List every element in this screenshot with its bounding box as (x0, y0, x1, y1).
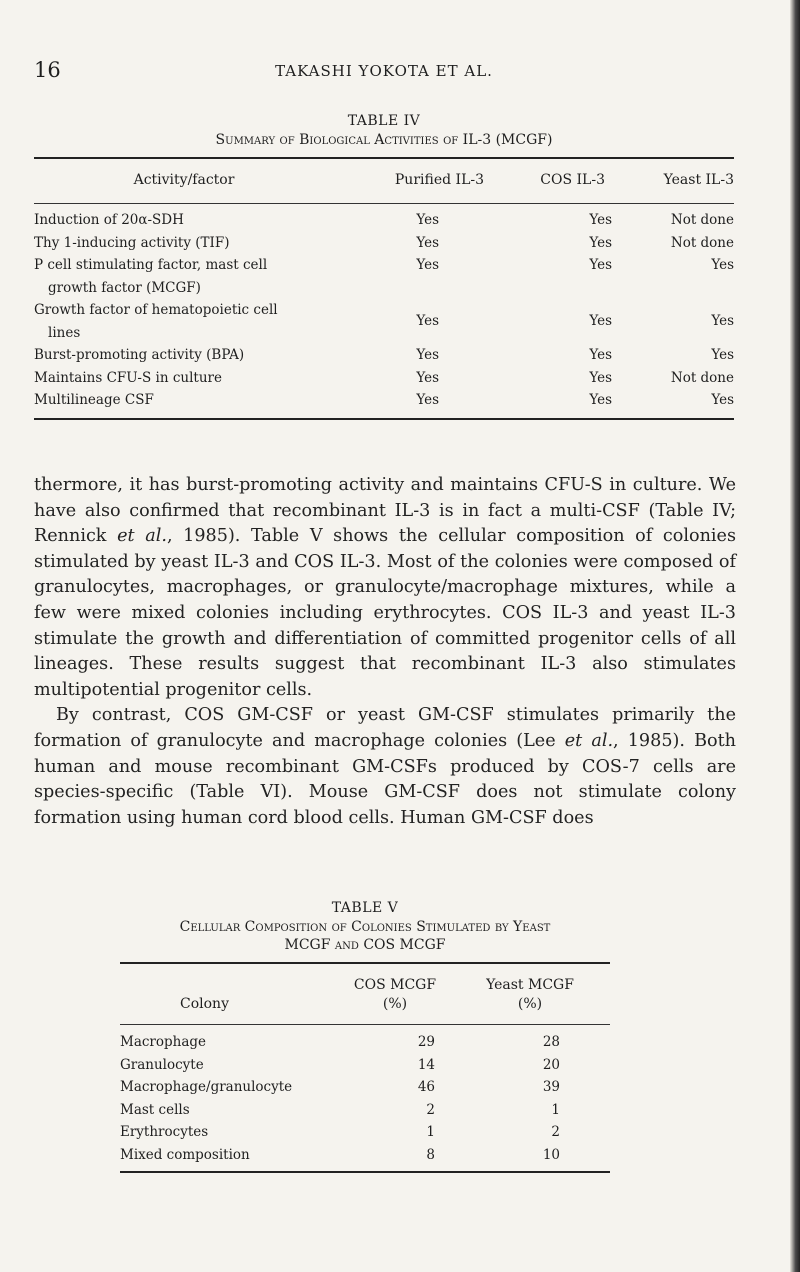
et-al-italic: et al. (117, 526, 167, 547)
spacer-cell (560, 1054, 610, 1077)
table-row (34, 367, 734, 390)
activity-cell (34, 254, 364, 299)
table-iv-top-rule (34, 157, 734, 159)
spacer-cell (560, 1144, 610, 1167)
cos-percent-cell: 14 (417, 1056, 435, 1073)
colony-cell: Macrophage/granulocyte (120, 1079, 293, 1095)
col-header-cos-mcgf: COS MCGF (353, 977, 437, 993)
col-header-purified: Purified IL-3 (394, 172, 484, 188)
table-v-header-rule (120, 1024, 610, 1025)
col-header-cos: COS IL-3 (540, 172, 605, 188)
cos-percent-cell: 1 (426, 1124, 435, 1140)
purified-cell: Yes (416, 257, 439, 273)
table-iv-header-rule (34, 203, 734, 204)
table-row (120, 1031, 610, 1054)
cos-cell: Yes (589, 212, 612, 228)
table-row (120, 1099, 610, 1122)
table-row (120, 1121, 610, 1144)
table-v (120, 900, 610, 1173)
yeast-percent-cell: 10 (542, 1146, 560, 1163)
table-iv-grid (34, 171, 734, 190)
yeast-cell: Not done (670, 369, 734, 386)
colony-cell: Erythrocytes (120, 1124, 209, 1140)
body-text-span: , 1985). Both human and mouse recombinant GM-CSFs produced by COS-7 cells are species-specific (Table VI). Mouse GM-CSF does not stimulate colony formation using human cord blood cells. Human GM-CSF does (34, 730, 736, 828)
activity-text: P cell stimulating factor, mast cell (34, 257, 268, 273)
yeast-cell: Yes (711, 257, 734, 273)
table-row (34, 254, 734, 299)
body-paragraph (34, 473, 736, 703)
colony-cell: Mixed composition (120, 1146, 250, 1163)
cos-percent-cell: 2 (426, 1101, 435, 1118)
table-iv-bottom-rule (34, 418, 734, 420)
page-edge-shadow (790, 0, 800, 1272)
body-text-span: thermore, it has burst-promoting activity and maintains CFU-S in culture. We have also confirmed that recombinant IL-3 is in fact a multi-CSF (Table IV; Rennick (34, 475, 736, 547)
table-row (34, 209, 734, 232)
yeast-cell: Yes (711, 313, 734, 330)
col-header-cos-unit: (%) (382, 996, 408, 1012)
spacer-cell (560, 1031, 610, 1054)
yeast-percent-cell: 20 (542, 1056, 560, 1073)
running-head (34, 58, 734, 88)
body-paragraph (34, 703, 736, 831)
table-row (120, 1144, 610, 1167)
cos-percent-cell: 46 (417, 1079, 435, 1095)
cos-percent-cell: 29 (417, 1034, 435, 1050)
purified-cell: Yes (416, 212, 439, 228)
cos-percent-cell: 8 (426, 1146, 435, 1163)
table-v-title-line1: Cellular Composition of Colonies Stimulated by Yeast (179, 919, 551, 935)
yeast-cell: Yes (711, 347, 734, 363)
purified-cell: Yes (416, 369, 439, 386)
activity-cell: Burst-promoting activity (BPA) (34, 347, 245, 363)
activity-cell: Maintains CFU-S in culture (34, 369, 222, 386)
table-iv (34, 113, 734, 420)
table-iv-label: TABLE IV (347, 113, 421, 129)
activity-text-continued: growth factor (MCGF) (48, 279, 201, 296)
table-v-label: TABLE V (331, 900, 399, 916)
body-text (34, 473, 736, 831)
spacer-cell (560, 1076, 610, 1099)
table-row (34, 299, 734, 344)
colony-cell: Macrophage (120, 1034, 207, 1050)
table-iv-title: Summary of Biological Activities of IL-3 (MCGF) (215, 132, 553, 148)
col-header-yeast: Yeast IL-3 (663, 172, 734, 188)
table-v-bottom-rule (120, 1171, 610, 1173)
activity-cell (34, 299, 364, 344)
colony-cell: Granulocyte (120, 1056, 204, 1073)
purified-cell: Yes (416, 392, 439, 408)
cos-cell: Yes (589, 313, 612, 330)
col-header-yeast-unit: (%) (517, 996, 543, 1012)
col-header-activity: Activity/factor (133, 172, 235, 188)
table-row (120, 1054, 610, 1077)
table-row (34, 232, 734, 255)
body-text-span: By contrast, COS GM-CSF or yeast GM-CSF stimulates primarily the formation of granulocyte and macrophage colonies (Lee (34, 705, 736, 751)
col-header-colony (120, 976, 340, 995)
table-iv-header-row (34, 171, 734, 190)
activity-text: Growth factor of hematopoietic cell (34, 302, 278, 318)
yeast-cell: Not done (670, 234, 734, 251)
running-title: TAKASHI YOKOTA ET AL. (275, 62, 493, 80)
table-iv-body (34, 209, 734, 412)
table-v-header-row (120, 976, 610, 995)
yeast-cell: Not done (670, 212, 734, 228)
cos-cell: Yes (589, 257, 612, 273)
cos-cell: Yes (589, 347, 612, 363)
body-text-span: , 1985). Table V shows the cellular composition of colonies stimulated by yeast IL-3 and COS IL-3. Most of the colonies were composed of granulocytes, macrophages, or granulocyte/macrophage mixtures, while a few were mixed colonies including erythrocytes. COS IL-3 and yeast IL-3 stimulate the growth and differentiation of committed progenitor cells of all lineages. These results suggest that recombinant IL-3 also stimulates multipotential progenitor cells. (34, 526, 736, 700)
et-al-italic: et al. (564, 730, 614, 751)
yeast-cell: Yes (711, 392, 734, 408)
table-v-title-line2: MCGF and COS MCGF (284, 937, 446, 953)
activity-cell: Multilineage CSF (34, 392, 154, 408)
cos-cell: Yes (589, 369, 612, 386)
purified-cell: Yes (416, 347, 439, 363)
spacer-cell (560, 1099, 610, 1122)
table-row (120, 1076, 610, 1099)
cos-cell: Yes (589, 392, 612, 408)
activity-cell: Thy 1-inducing activity (TIF) (34, 234, 230, 251)
page-number: 16 (34, 58, 61, 82)
table-v-top-rule (120, 962, 610, 964)
purified-cell: Yes (416, 313, 439, 330)
activity-text-continued: lines (48, 324, 81, 341)
yeast-percent-cell: 28 (542, 1034, 560, 1050)
table-v-header-row-2 (120, 995, 610, 1014)
table-v-body (120, 1031, 610, 1166)
table-row (34, 389, 734, 412)
colony-cell: Mast cells (120, 1101, 190, 1118)
col-header-colony-label: Colony (180, 996, 229, 1012)
yeast-percent-cell: 2 (551, 1124, 560, 1140)
cos-cell: Yes (589, 234, 612, 251)
spacer-cell (560, 1121, 610, 1144)
table-v-header (120, 976, 610, 1014)
yeast-percent-cell: 1 (551, 1101, 560, 1118)
purified-cell: Yes (416, 234, 439, 251)
table-row (34, 344, 734, 367)
yeast-percent-cell: 39 (542, 1079, 560, 1095)
col-header-yeast-mcgf: Yeast MCGF (486, 977, 574, 993)
activity-cell: Induction of 20α-SDH (34, 212, 184, 228)
